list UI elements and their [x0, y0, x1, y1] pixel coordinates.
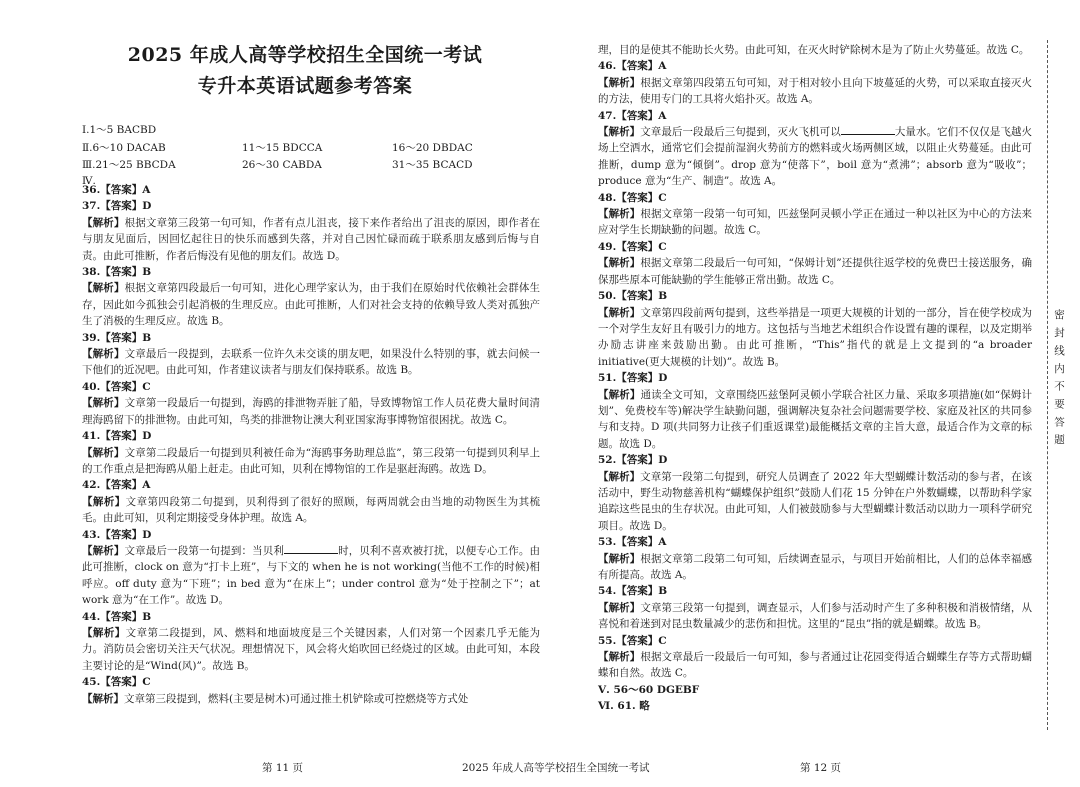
- answer-label: 42.【答案】A: [82, 479, 151, 492]
- answer-label: 53.【答案】A: [598, 536, 667, 549]
- answer-key-title: 专升本英语试题参考答案: [197, 75, 413, 97]
- explanation-tag: 【解析】: [598, 257, 641, 270]
- answer-range: Ⅳ.: [82, 175, 96, 187]
- explanation-text: 根据文章第二段最后一句可知，“保姆计划”还提供往返学校的免费巴士接送服务，确保那些原本可能缺勤的学生能够正常出勤。故选 C。: [598, 257, 1033, 286]
- explanation: [598, 305, 1032, 371]
- answer-row: [82, 157, 542, 173]
- explanation-text: 理，目的是使其不能助长火势。由此可知，在灭火时铲除树木是为了防止火势蔓延。故选 C。: [598, 44, 1030, 56]
- answer-label: Ⅴ. 56～60 DGEBF: [598, 683, 700, 696]
- explanation-text: 根据文章第四段第五句可知，对于相对较小且向下坡蔓延的火势，可以采取直接灭火的方法，使用专门的工具将火焰扑灭。故选 A。: [598, 76, 1033, 106]
- answer-row: [82, 122, 542, 138]
- explanation-text: 文章第一段第二句提到，研究人员调查了 2022 年大型蝴蝶计数活动的参与者，在该活动中，野生动物慈善机构“蝴蝶保护组织”鼓励人们花 15 分钟在户外数蝴蝶，以帮助科学家追踪这些昆虫的生存状况。由此可知，人们被鼓励参与大型蝴蝶计数活动以助力一项科学研究项目。故选 D。: [598, 470, 1032, 532]
- answer-label: 36.【答案】A: [82, 184, 151, 196]
- answer-label: 51.【答案】D: [598, 372, 668, 385]
- answer-label: 37.【答案】D: [82, 200, 152, 213]
- explanation-text: 文章第三段提到，燃料(主要是树木)可通过推土机铲除或可控燃烧等方式处: [124, 692, 469, 705]
- seal-line-note: 密 封 线 内 不 要 答 题: [1054, 305, 1068, 450]
- explanation: [598, 649, 1032, 682]
- answer-range: 31～35 BCACD: [392, 159, 473, 171]
- explanation-tag: 【解析】: [598, 76, 641, 89]
- explanation-text: 根据文章第一段第一句可知，匹兹堡阿灵顿小学正在通过一种以社区为中心的方法来应对学生长期缺勤的问题。故选 C。: [598, 208, 1033, 237]
- explanation: [82, 346, 540, 379]
- explanation-tag: 【解析】: [598, 388, 641, 401]
- answer-label: 46.【答案】A: [598, 60, 667, 73]
- explanation: [82, 280, 540, 329]
- answer-label: 44.【答案】B: [82, 610, 152, 623]
- answer-label: 47.【答案】A: [598, 109, 667, 122]
- explanation-text: 文章第四段前两句提到，这些举措是一项更大规模的计划的一部分，旨在使学校成为一个对学生友好且有吸引力的地方。这包括与当地艺术组织合作设置有趣的课程，以及定期举办励志讲座来鼓励出勤。由此可推断，“This”指代的就是上文提到的“a broader initiative(更大规模的计划)”。故选 B。: [598, 306, 1033, 368]
- explanation-text: 文章第二段最后一句提到贝利被任命为“海鸥事务助理总监”，第三段第一句提到贝利早上的工作重点是把海鸥从船上赶走。由此可知，贝利在博物馆的工作是驱赶海鸥。故选 D。: [82, 446, 541, 475]
- explanation-tag: 【解析】: [82, 692, 124, 705]
- page-number-left: 第 11 页: [262, 762, 304, 774]
- answer-row: [82, 140, 542, 156]
- explanation-tag: 【解析】: [82, 495, 126, 508]
- explanation: [598, 206, 1032, 239]
- explanation-tag: 【解析】: [82, 544, 125, 557]
- answer-range: 26～30 CABDA: [242, 159, 322, 171]
- explanation: [598, 600, 1032, 633]
- explanation-tag: 【解析】: [82, 216, 125, 229]
- explanation: [598, 387, 1032, 453]
- answer-range: 16～20 DBDAC: [392, 142, 473, 154]
- explanation-tag: 【解析】: [598, 601, 641, 614]
- page-number-right: 第 12 页: [800, 762, 842, 774]
- explanation-text: 文章第二段提到，风、燃料和地面坡度是三个关键因素，人们对第一个因素几乎无能为力。消防员会密切关注天气状况。理想情况下，风会将火焰吹回已经烧过的区域。由此可知，本段主要讨论的是“Wind(风)”。故选 B。: [82, 626, 541, 672]
- left-answer-column: [82, 182, 540, 707]
- answer-range: Ⅰ.1～5 BACBD: [82, 124, 157, 136]
- answer-range: 11～15 BDCCA: [242, 142, 323, 154]
- explanation-text: 根据文章第二段第二句可知，后续调查显示，与项目开始前相比，人们的总体幸福感有所提高。故选 A。: [598, 552, 1033, 581]
- answer-label: 49.【答案】C: [598, 240, 667, 253]
- answer-label: 45.【答案】C: [82, 676, 151, 689]
- explanation: [598, 75, 1032, 108]
- answer-range: Ⅲ.21～25 BBCDA: [82, 159, 176, 171]
- exam-title: 2025 年成人高等学校招生全国统一考试: [127, 44, 483, 66]
- explanation-text: 根据文章最后一段最后一句可知，参与者通过让花园变得适合蝴蝶生存等方式帮助蝴蝶和自然。故选 C。: [598, 651, 1033, 680]
- explanation: [598, 469, 1032, 535]
- answer-label: 43.【答案】D: [82, 528, 152, 541]
- explanation: [598, 551, 1032, 584]
- explanation: [598, 255, 1032, 288]
- explanation-tag: 【解析】: [82, 348, 125, 361]
- explanation-tag: 【解析】: [598, 306, 641, 319]
- explanation: [82, 494, 540, 527]
- answer-label: 41.【答案】D: [82, 430, 152, 443]
- answer-label: 55.【答案】C: [598, 634, 667, 647]
- explanation: [82, 445, 540, 478]
- explanation: [598, 42, 1032, 58]
- explanation-text: 通读全文可知，文章围绕匹兹堡阿灵顿小学联合社区力量、采取多项措施(如“保姆计划”、免费校车等)解决学生缺勤问题，强调解决复杂社会问题需要学校、家庭及社区的共同参与和支持。D 项(共同努力让孩子们重返课堂)最能概括文章的主旨大意，最适合作为文章的标题。故选 D。: [598, 388, 1033, 450]
- answer-label: 48.【答案】C: [598, 191, 667, 204]
- explanation: [82, 543, 540, 609]
- explanation-text: 文章最后一段第一句提到：当贝利: [124, 544, 285, 557]
- explanation-text: 大量水。它们不仅仅是飞越火场上空洒水，通常它们会提前湿润火势前方的燃料或火场两侧区域，以阻止火势蔓延。由此可推断，dump 意为“倾倒”。drop 意为“使落下”，boil 意为“煮沸”；absorb 意为“吸收”；produce 意为“生产、制造”。故选 A。: [598, 126, 1033, 188]
- fill-in-blank: [284, 543, 338, 554]
- answer-label: 38.【答案】B: [82, 266, 152, 279]
- answer-label: 50.【答案】B: [598, 290, 668, 303]
- explanation: [82, 625, 540, 674]
- explanation-text: 文章第四段第二句提到，贝利得到了很好的照顾，每两周就会由当地的动物医生为其梳毛。由此可知，贝利定期接受身体护理。故选 A。: [82, 495, 541, 525]
- explanation-tag: 【解析】: [82, 626, 126, 639]
- answer-label: 40.【答案】C: [82, 380, 151, 393]
- explanation-tag: 【解析】: [598, 651, 641, 664]
- explanation-tag: 【解析】: [598, 552, 641, 565]
- explanation-text: 文章最后一段最后三句提到，灭火飞机可以: [640, 126, 841, 139]
- explanation-tag: 【解析】: [598, 208, 641, 221]
- explanation-tag: 【解析】: [598, 470, 641, 483]
- explanation: [82, 395, 540, 428]
- footer-exam-title: 2025 年成人高等学校招生全国统一考试: [462, 762, 650, 774]
- right-answer-column: [598, 42, 1032, 715]
- explanation-text: 文章第三段第一句提到，调查显示，人们参与活动时产生了多种积极和消极情绪，从喜悦和着迷到对昆虫数量减少的悲伤和担忧。这里的“昆虫”指的就是蝴蝶。故选 B。: [598, 601, 1033, 631]
- explanation-tag: 【解析】: [82, 397, 125, 410]
- seal-line: [1047, 40, 1048, 730]
- explanation: [598, 124, 1032, 190]
- explanation-text: 文章最后一段提到，去联系一位许久未交谈的朋友吧，如果没什么特别的事，就去问候一下他们的近况吧。由此可知，作者建议读者与朋友们保持联系。故选 B。: [82, 348, 541, 377]
- explanation-tag: 【解析】: [82, 446, 125, 459]
- explanation-text: 根据文章第四段最后一句可知，进化心理学家认为，由于我们在原始时代依赖社会群体生存，因此如今孤独会引起消极的生理反应。由此可推断，人们对社会支持的依赖导致人类对孤独产生了消极的生理反应。故选 B。: [82, 282, 541, 328]
- explanation-text: 时，贝利不喜欢被打扰，以便专心工作。由此可推断，clock on 意为“打卡上班”，与下文的 when he is not working(当他不工作的时候)相呼应。off duty 意为“下班”；in bed 意为“在床上”；under control 意为“处于控制之下”；at work 意为“在工作”。故选 D。: [82, 544, 541, 607]
- fill-in-blank: [841, 124, 895, 135]
- explanation-tag: 【解析】: [82, 282, 125, 295]
- explanation: [82, 215, 540, 264]
- answer-range: Ⅱ.6～10 DACAB: [82, 142, 166, 154]
- explanation-text: 根据文章第三段第一句可知，作者有点儿沮丧，接下来作者给出了沮丧的原因，即作者在与朋友见面后，因回忆起往日的快乐而感到失落，并对自己因忙碌而疏于联系朋友感到后悔与自责。由此可推断，作者后悔没有见他的朋友们。故选 D。: [82, 216, 541, 262]
- explanation-text: 文章第一段最后一句提到，海鸥的排泄物弄脏了船，导致博物馆工作人员花费大量时间清理海鸥留下的排泄物。由此可知，鸟类的排泄物让澳大利亚国家海事博物馆很困扰。故选 C。: [82, 397, 541, 426]
- answer-label: Ⅵ. 61. 略: [598, 700, 650, 713]
- answer-label: 39.【答案】B: [82, 331, 152, 344]
- explanation: [82, 691, 540, 707]
- answer-label: 54.【答案】B: [598, 585, 668, 598]
- answer-label: 52.【答案】D: [598, 454, 668, 467]
- explanation-tag: 【解析】: [598, 126, 641, 139]
